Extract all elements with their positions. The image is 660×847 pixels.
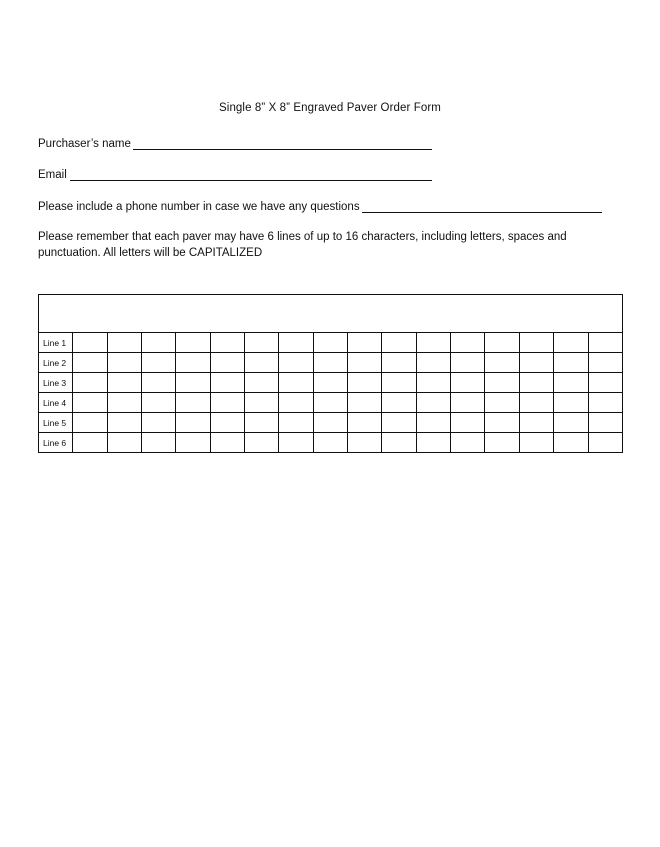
character-cell[interactable] bbox=[588, 373, 623, 393]
purchaser-name-label: Purchaser’s name bbox=[38, 138, 131, 150]
character-cell[interactable] bbox=[279, 433, 313, 453]
character-cell[interactable] bbox=[348, 333, 382, 353]
character-cell[interactable] bbox=[348, 433, 382, 453]
character-cell[interactable] bbox=[348, 353, 382, 373]
character-cell[interactable] bbox=[519, 373, 553, 393]
character-cell[interactable] bbox=[73, 393, 107, 413]
phone-blank[interactable] bbox=[362, 200, 602, 213]
character-cell[interactable] bbox=[588, 413, 623, 433]
character-cell[interactable] bbox=[451, 353, 485, 373]
character-cell[interactable] bbox=[313, 393, 347, 413]
character-cell[interactable] bbox=[416, 333, 450, 353]
instructions-note: Please remember that each paver may have 6 lines of up to 16 characters, including letters, spaces and punctuation. All letters will be CAPITALIZED bbox=[38, 231, 567, 259]
character-cell[interactable] bbox=[279, 373, 313, 393]
character-cell[interactable] bbox=[107, 333, 141, 353]
character-cell[interactable] bbox=[107, 413, 141, 433]
character-cell[interactable] bbox=[313, 373, 347, 393]
character-cell[interactable] bbox=[485, 373, 519, 393]
character-cell[interactable] bbox=[73, 433, 107, 453]
character-cell[interactable] bbox=[210, 373, 244, 393]
character-cell[interactable] bbox=[142, 413, 176, 433]
purchaser-name-blank[interactable] bbox=[133, 137, 432, 150]
character-cell[interactable] bbox=[485, 433, 519, 453]
character-cell[interactable] bbox=[416, 433, 450, 453]
character-cell[interactable] bbox=[382, 373, 416, 393]
line-label: Line 5 bbox=[39, 413, 73, 433]
character-cell[interactable] bbox=[416, 353, 450, 373]
character-cell[interactable] bbox=[210, 353, 244, 373]
line-label: Line 4 bbox=[39, 393, 73, 413]
character-cell[interactable] bbox=[176, 433, 210, 453]
character-cell[interactable] bbox=[210, 433, 244, 453]
character-cell[interactable] bbox=[554, 333, 588, 353]
character-cell[interactable] bbox=[485, 413, 519, 433]
character-cell[interactable] bbox=[554, 433, 588, 453]
character-cell[interactable] bbox=[485, 333, 519, 353]
grid-header-row bbox=[39, 295, 623, 333]
grid-line-row bbox=[39, 393, 623, 413]
character-cell[interactable] bbox=[451, 433, 485, 453]
email-label: Email bbox=[38, 169, 67, 181]
character-cell[interactable] bbox=[142, 433, 176, 453]
character-cell[interactable] bbox=[245, 433, 279, 453]
character-cell[interactable] bbox=[519, 353, 553, 373]
character-cell[interactable] bbox=[416, 413, 450, 433]
character-cell[interactable] bbox=[451, 373, 485, 393]
character-cell[interactable] bbox=[348, 393, 382, 413]
form-title: Single 8” X 8” Engraved Paver Order Form bbox=[219, 102, 441, 114]
line-label: Line 1 bbox=[39, 333, 73, 353]
character-cell[interactable] bbox=[588, 333, 623, 353]
line-label: Line 6 bbox=[39, 433, 73, 453]
character-cell[interactable] bbox=[107, 353, 141, 373]
character-cell[interactable] bbox=[245, 333, 279, 353]
character-cell[interactable] bbox=[554, 393, 588, 413]
character-cell[interactable] bbox=[245, 373, 279, 393]
character-cell[interactable] bbox=[588, 433, 623, 453]
character-cell[interactable] bbox=[313, 333, 347, 353]
character-cell[interactable] bbox=[107, 373, 141, 393]
character-cell[interactable] bbox=[245, 353, 279, 373]
character-cell[interactable] bbox=[245, 393, 279, 413]
character-cell[interactable] bbox=[313, 413, 347, 433]
character-cell[interactable] bbox=[142, 353, 176, 373]
character-cell[interactable] bbox=[485, 353, 519, 373]
grid-line-row bbox=[39, 353, 623, 373]
purchaser-name-field bbox=[38, 134, 432, 150]
character-cell[interactable] bbox=[142, 373, 176, 393]
character-cell[interactable] bbox=[142, 333, 176, 353]
phone-label: Please include a phone number in case we have any questions bbox=[38, 201, 360, 213]
character-cell[interactable] bbox=[73, 413, 107, 433]
line-label: Line 3 bbox=[39, 373, 73, 393]
character-cell[interactable] bbox=[348, 413, 382, 433]
character-cell[interactable] bbox=[142, 393, 176, 413]
character-cell[interactable] bbox=[73, 333, 107, 353]
grid-header-cell bbox=[39, 295, 623, 333]
character-cell[interactable] bbox=[107, 393, 141, 413]
grid-line-row bbox=[39, 333, 623, 353]
character-cell[interactable] bbox=[416, 373, 450, 393]
character-cell[interactable] bbox=[519, 333, 553, 353]
grid-line-row bbox=[39, 433, 623, 453]
character-cell[interactable] bbox=[382, 433, 416, 453]
character-cell[interactable] bbox=[485, 393, 519, 413]
character-cell[interactable] bbox=[519, 413, 553, 433]
character-cell[interactable] bbox=[451, 393, 485, 413]
character-cell[interactable] bbox=[176, 353, 210, 373]
character-cell[interactable] bbox=[382, 413, 416, 433]
email-field bbox=[38, 165, 432, 181]
character-cell[interactable] bbox=[279, 353, 313, 373]
character-cell[interactable] bbox=[451, 413, 485, 433]
character-cell[interactable] bbox=[554, 373, 588, 393]
character-cell[interactable] bbox=[210, 393, 244, 413]
character-cell[interactable] bbox=[588, 353, 623, 373]
character-cell[interactable] bbox=[73, 353, 107, 373]
character-cell[interactable] bbox=[73, 373, 107, 393]
grid-line-row bbox=[39, 413, 623, 433]
character-cell[interactable] bbox=[519, 433, 553, 453]
phone-field bbox=[38, 197, 602, 213]
character-cell[interactable] bbox=[279, 333, 313, 353]
character-cell[interactable] bbox=[554, 353, 588, 373]
engraving-grid bbox=[38, 294, 623, 453]
character-cell[interactable] bbox=[107, 433, 141, 453]
email-blank[interactable] bbox=[70, 168, 432, 181]
character-cell[interactable] bbox=[588, 393, 623, 413]
character-cell[interactable] bbox=[451, 333, 485, 353]
character-cell[interactable] bbox=[176, 393, 210, 413]
character-cell[interactable] bbox=[279, 413, 313, 433]
line-label: Line 2 bbox=[39, 353, 73, 373]
grid-line-row bbox=[39, 373, 623, 393]
character-cell[interactable] bbox=[382, 393, 416, 413]
character-cell[interactable] bbox=[279, 393, 313, 413]
character-cell[interactable] bbox=[554, 413, 588, 433]
character-cell[interactable] bbox=[382, 353, 416, 373]
character-cell[interactable] bbox=[176, 413, 210, 433]
character-cell[interactable] bbox=[245, 413, 279, 433]
character-cell[interactable] bbox=[416, 393, 450, 413]
character-cell[interactable] bbox=[382, 333, 416, 353]
character-cell[interactable] bbox=[176, 333, 210, 353]
character-cell[interactable] bbox=[210, 333, 244, 353]
character-cell[interactable] bbox=[176, 373, 210, 393]
character-cell[interactable] bbox=[313, 433, 347, 453]
character-cell[interactable] bbox=[519, 393, 553, 413]
character-cell[interactable] bbox=[210, 413, 244, 433]
character-cell[interactable] bbox=[348, 373, 382, 393]
character-cell[interactable] bbox=[313, 353, 347, 373]
